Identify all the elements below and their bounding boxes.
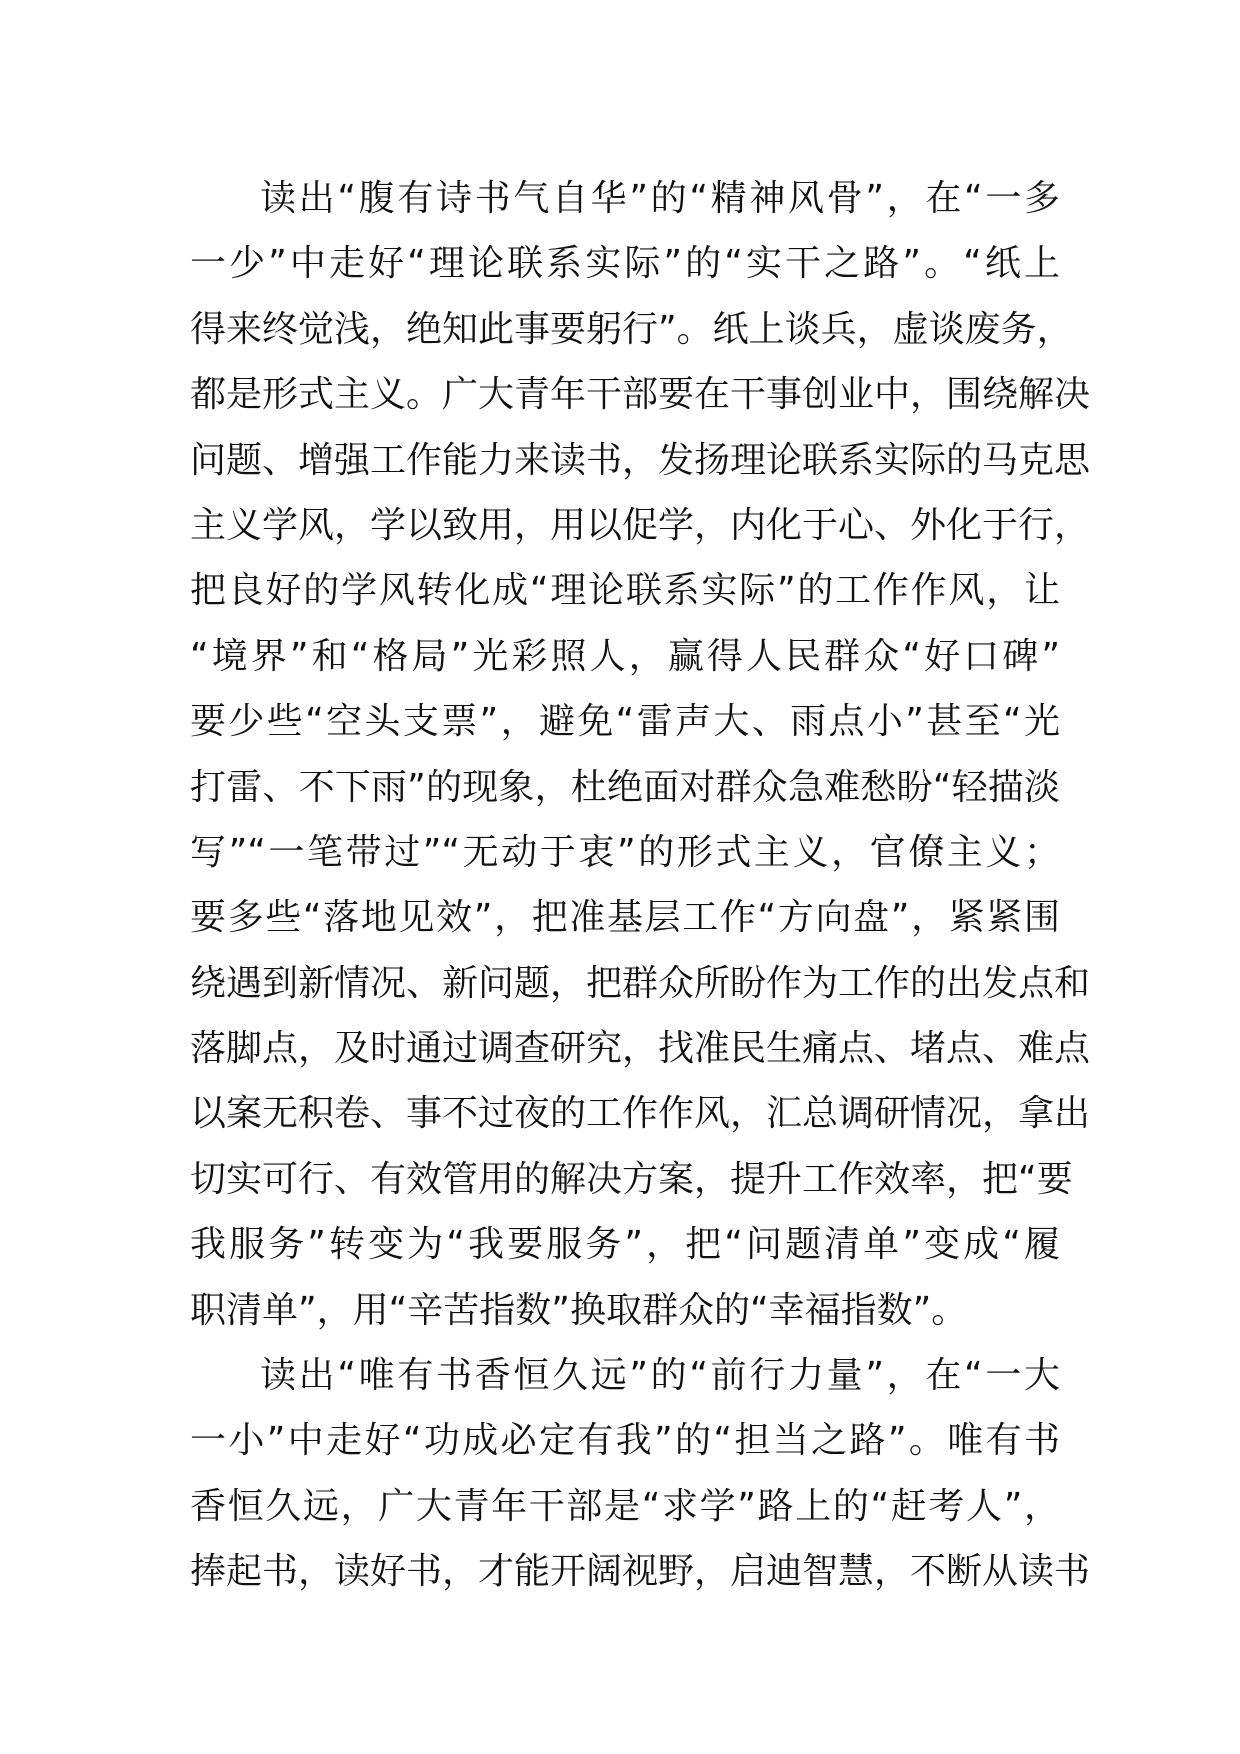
paragraph-1-line-13: 绕遇到新情况、新问题，把群众所盼作为工作的出发点和 — [190, 962, 1091, 1004]
paragraph-1-line-4: 都是形式主义。广大青年干部要在干事创业中，围绕解决 — [190, 374, 1091, 416]
paragraph-1-line-10: 打雷、不下雨”的现象，杜绝面对群众急难愁盼“轻描淡 — [190, 766, 1060, 808]
paragraph-1-line-16: 切实可行、有效管用的解决方案，提升工作效率，把“要 — [190, 1158, 1073, 1200]
paragraph-1-line-17: 我服务”转变为“我要服务”，把“问题清单”变成“履 — [190, 1224, 1060, 1266]
paragraph-2-line-4: 捧起书，读好书，才能开阔视野，启迪智慧，不断从读书 — [190, 1551, 1091, 1593]
document-body — [190, 166, 1091, 1605]
paragraph-1-line-12: 要多些“落地见效”，把准基层工作“方向盘”，紧紧围 — [190, 897, 1060, 939]
paragraph-2-line-3: 香恒久远，广大青年干部是“求学”路上的“赶考人”， — [190, 1485, 1060, 1527]
paragraph-1-line-2: 一少”中走好“理论联系实际”的“实干之路”。“纸上 — [190, 243, 1060, 285]
paragraph-1-line-7: 把良好的学风转化成“理论联系实际”的工作作风，让 — [190, 570, 1060, 612]
paragraph-2-line-1: 读出“唯有书香恒久远”的“前行力量”，在“一大 — [260, 1355, 1060, 1397]
paragraph-1-line-11: 写”“一笔带过”“无动于衷”的形式主义，官僚主义； — [190, 831, 1060, 873]
paragraph-1-line-15: 以案无积卷、事不过夜的工作作风，汇总调研情况，拿出 — [190, 1093, 1091, 1135]
paragraph-1-line-6: 主义学风，学以致用，用以促学，内化于心、外化于行， — [190, 504, 1091, 546]
paragraph-1-line-14: 落脚点，及时通过调查研究，找准民生痛点、堵点、难点 — [190, 1028, 1091, 1070]
paragraph-1-line-5: 问题、增强工作能力来读书，发扬理论联系实际的马克思 — [190, 439, 1091, 481]
paragraph-1-line-9: 要少些“空头支票”，避免“雷声大、雨点小”甚至“光 — [190, 701, 1060, 743]
paragraph-2-line-2: 一小”中走好“功成必定有我”的“担当之路”。唯有书 — [190, 1420, 1060, 1462]
paragraph-1-line-1: 读出“腹有诗书气自华”的“精神风骨”，在“一多 — [260, 178, 1060, 219]
paragraph-1-line-3: 得来终觉浅，绝知此事要躬行”。纸上谈兵，虚谈废务， — [190, 308, 1073, 350]
paragraph-1-line-8: “境界”和“格局”光彩照人，赢得人民群众“好口碑” — [190, 635, 1060, 677]
paragraph-1-line-18: 职清单”，用“辛苦指数”换取群众的“幸福指数”。 — [190, 1289, 968, 1331]
